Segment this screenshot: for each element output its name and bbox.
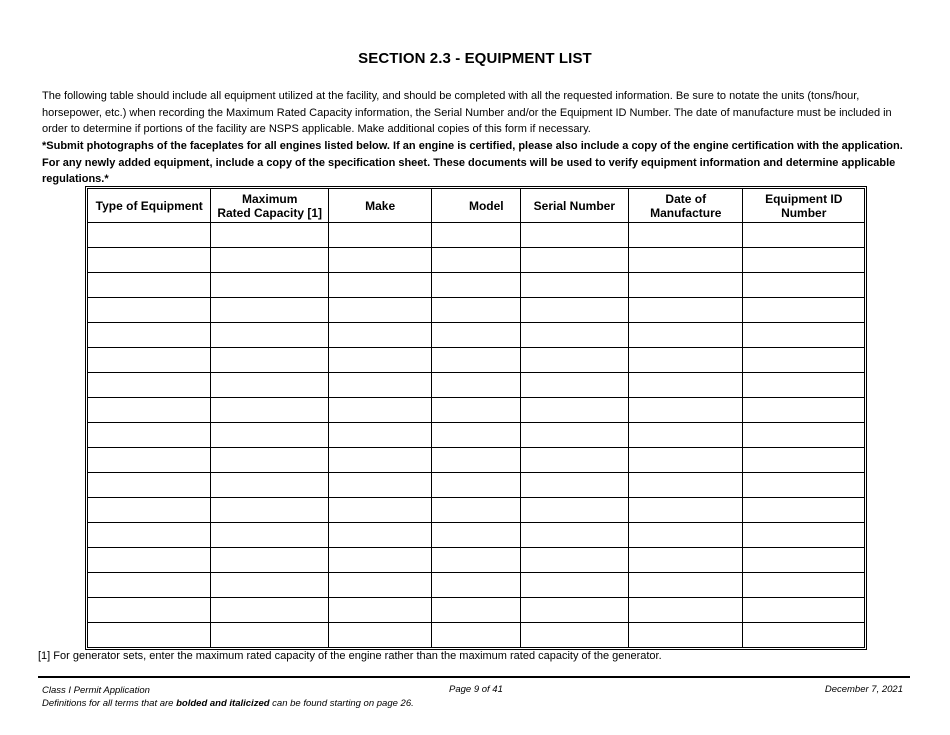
cell-type-of-equipment[interactable]	[88, 273, 211, 298]
cell-equipment-id-number[interactable]	[743, 298, 865, 323]
cell-equipment-id-number[interactable]	[743, 623, 865, 648]
cell-type-of-equipment[interactable]	[88, 298, 211, 323]
cell-serial-number[interactable]	[520, 573, 628, 598]
cell-type-of-equipment[interactable]	[88, 248, 211, 273]
cell-date-of-manufacture[interactable]	[629, 623, 743, 648]
cell-maximum-rated-capacity[interactable]	[211, 423, 328, 448]
table-row	[88, 298, 865, 323]
table-row	[88, 323, 865, 348]
cell-serial-number[interactable]	[520, 323, 628, 348]
cell-type-of-equipment[interactable]	[88, 348, 211, 373]
cell-make[interactable]	[328, 223, 431, 248]
cell-equipment-id-number[interactable]	[743, 348, 865, 373]
cell-equipment-id-number[interactable]	[743, 448, 865, 473]
table-row	[88, 623, 865, 648]
cell-maximum-rated-capacity[interactable]	[211, 373, 328, 398]
cell-make[interactable]	[328, 373, 431, 398]
cell-serial-number[interactable]	[520, 373, 628, 398]
cell-serial-number[interactable]	[520, 448, 628, 473]
footer-divider	[38, 676, 910, 678]
cell-equipment-id-number[interactable]	[743, 598, 865, 623]
cell-date-of-manufacture[interactable]	[629, 523, 743, 548]
equipment-table-frame	[85, 186, 867, 650]
cell-model[interactable]	[432, 273, 520, 298]
cell-model[interactable]	[432, 548, 520, 573]
cell-type-of-equipment[interactable]	[88, 473, 211, 498]
cell-make[interactable]	[328, 598, 431, 623]
cell-model[interactable]	[432, 323, 520, 348]
cell-serial-number[interactable]	[520, 348, 628, 373]
cell-model[interactable]	[432, 398, 520, 423]
cell-maximum-rated-capacity[interactable]	[211, 498, 328, 523]
footer-page-number: Page 9 of 41	[449, 684, 503, 695]
cell-date-of-manufacture[interactable]	[629, 323, 743, 348]
cell-model[interactable]	[432, 248, 520, 273]
cell-equipment-id-number[interactable]	[743, 373, 865, 398]
cell-maximum-rated-capacity[interactable]	[211, 398, 328, 423]
footer-form-name: Class I Permit Application	[42, 685, 150, 696]
cell-type-of-equipment[interactable]	[88, 223, 211, 248]
cell-date-of-manufacture[interactable]	[629, 573, 743, 598]
cell-date-of-manufacture[interactable]	[629, 598, 743, 623]
cell-maximum-rated-capacity[interactable]	[211, 473, 328, 498]
cell-maximum-rated-capacity[interactable]	[211, 623, 328, 648]
cell-model[interactable]	[432, 623, 520, 648]
header-date-of-manufacture: Date of Manufacture	[629, 189, 743, 223]
cell-model[interactable]	[432, 448, 520, 473]
cell-date-of-manufacture[interactable]	[629, 273, 743, 298]
cell-type-of-equipment[interactable]	[88, 323, 211, 348]
cell-serial-number[interactable]	[520, 423, 628, 448]
table-header-row	[88, 189, 865, 223]
cell-serial-number[interactable]	[520, 398, 628, 423]
table-row	[88, 423, 865, 448]
header-serial-number: Serial Number	[520, 189, 628, 223]
footer-date: December 7, 2021	[824, 684, 903, 695]
cell-type-of-equipment[interactable]	[88, 373, 211, 398]
table-row	[88, 223, 865, 248]
cell-maximum-rated-capacity[interactable]	[211, 523, 328, 548]
cell-type-of-equipment[interactable]	[88, 623, 211, 648]
cell-date-of-manufacture[interactable]	[629, 423, 743, 448]
cell-type-of-equipment[interactable]	[88, 398, 211, 423]
table-row	[88, 398, 865, 423]
cell-type-of-equipment[interactable]	[88, 523, 211, 548]
cell-make[interactable]	[328, 523, 431, 548]
cell-make[interactable]	[328, 623, 431, 648]
table-row	[88, 498, 865, 523]
cell-date-of-manufacture[interactable]	[629, 548, 743, 573]
table-row	[88, 348, 865, 373]
cell-equipment-id-number[interactable]	[743, 423, 865, 448]
cell-date-of-manufacture[interactable]	[629, 473, 743, 498]
cell-serial-number[interactable]	[520, 473, 628, 498]
capacity-footnote: [1] For generator sets, enter the maximum rated capacity of the engine rather than the maximum rated capacity of the generator.	[38, 650, 662, 662]
cell-type-of-equipment[interactable]	[88, 548, 211, 573]
header-equipment-id-number: Equipment ID Number	[743, 189, 865, 223]
cell-equipment-id-number[interactable]	[743, 223, 865, 248]
cell-date-of-manufacture[interactable]	[629, 348, 743, 373]
cell-model[interactable]	[432, 523, 520, 548]
cell-equipment-id-number[interactable]	[743, 523, 865, 548]
page-title: SECTION 2.3 - EQUIPMENT LIST	[358, 50, 592, 67]
cell-equipment-id-number[interactable]	[743, 248, 865, 273]
cell-make[interactable]	[328, 473, 431, 498]
cell-maximum-rated-capacity[interactable]	[211, 248, 328, 273]
cell-make[interactable]	[328, 398, 431, 423]
cell-serial-number[interactable]	[520, 598, 628, 623]
cell-type-of-equipment[interactable]	[88, 423, 211, 448]
cell-equipment-id-number[interactable]	[743, 498, 865, 523]
table-row	[88, 573, 865, 598]
cell-make[interactable]	[328, 298, 431, 323]
cell-model[interactable]	[432, 373, 520, 398]
cell-model[interactable]	[432, 573, 520, 598]
cell-model[interactable]	[432, 348, 520, 373]
cell-serial-number[interactable]	[520, 248, 628, 273]
cell-serial-number[interactable]	[520, 273, 628, 298]
cell-type-of-equipment[interactable]	[88, 598, 211, 623]
cell-date-of-manufacture[interactable]	[629, 398, 743, 423]
table-row	[88, 273, 865, 298]
cell-serial-number[interactable]	[520, 623, 628, 648]
cell-serial-number[interactable]	[520, 548, 628, 573]
cell-equipment-id-number[interactable]	[743, 473, 865, 498]
cell-serial-number[interactable]	[520, 523, 628, 548]
footer-left-block	[42, 684, 414, 710]
cell-maximum-rated-capacity[interactable]	[211, 223, 328, 248]
cell-date-of-manufacture[interactable]	[629, 498, 743, 523]
cell-equipment-id-number[interactable]	[743, 573, 865, 598]
cell-maximum-rated-capacity[interactable]	[211, 273, 328, 298]
cell-model[interactable]	[432, 298, 520, 323]
cell-serial-number[interactable]	[520, 498, 628, 523]
cell-equipment-id-number[interactable]	[743, 548, 865, 573]
cell-make[interactable]	[328, 548, 431, 573]
table-row	[88, 248, 865, 273]
header-type-of-equipment: Type of Equipment	[88, 189, 211, 223]
table-row	[88, 448, 865, 473]
cell-serial-number[interactable]	[520, 298, 628, 323]
cell-maximum-rated-capacity[interactable]	[211, 298, 328, 323]
cell-maximum-rated-capacity[interactable]	[211, 548, 328, 573]
equipment-table	[87, 188, 865, 648]
intro-paragraph: The following table should include all equipment utilized at the facility, and should be completed with all the requested information. Be sure to notate the units (tons/hour, horsepower, etc.) when recording the Maximum Rated Capacity information, the Serial Number and/or the Equipment ID Number. The date of manufacture must be included in order to determine if portions of the facility are NSPS applicable. Make additional copies of this form if necessary.	[42, 90, 892, 135]
cell-model[interactable]	[432, 598, 520, 623]
cell-make[interactable]	[328, 248, 431, 273]
table-row	[88, 598, 865, 623]
cell-date-of-manufacture[interactable]	[629, 248, 743, 273]
cell-model[interactable]	[432, 223, 520, 248]
table-row	[88, 548, 865, 573]
cell-make[interactable]	[328, 423, 431, 448]
cell-make[interactable]	[328, 498, 431, 523]
cell-model[interactable]	[432, 423, 520, 448]
cell-date-of-manufacture[interactable]	[629, 448, 743, 473]
cell-date-of-manufacture[interactable]	[629, 373, 743, 398]
cell-maximum-rated-capacity[interactable]	[211, 448, 328, 473]
cell-maximum-rated-capacity[interactable]	[211, 348, 328, 373]
cell-model[interactable]	[432, 473, 520, 498]
cell-make[interactable]	[328, 273, 431, 298]
cell-maximum-rated-capacity[interactable]	[211, 598, 328, 623]
cell-maximum-rated-capacity[interactable]	[211, 573, 328, 598]
cell-make[interactable]	[328, 348, 431, 373]
cell-date-of-manufacture[interactable]	[629, 223, 743, 248]
table-row	[88, 473, 865, 498]
cell-make[interactable]	[328, 448, 431, 473]
cell-make[interactable]	[328, 323, 431, 348]
cell-equipment-id-number[interactable]	[743, 323, 865, 348]
header-maximum-rated-capacity: Maximum Rated Capacity [1]	[211, 189, 328, 223]
cell-type-of-equipment[interactable]	[88, 573, 211, 598]
cell-equipment-id-number[interactable]	[743, 398, 865, 423]
header-make: Make	[328, 189, 431, 223]
cell-make[interactable]	[328, 573, 431, 598]
cell-serial-number[interactable]	[520, 223, 628, 248]
table-body	[88, 223, 865, 648]
submission-notice: *Submit photographs of the faceplates for all engines listed below. If an engine is certified, please also include a copy of the engine certification with the application. For any newly added equipment, include a copy of the specification sheet. These documents will be used to verify equipment information and determine applicable regulations.*	[42, 140, 903, 185]
cell-date-of-manufacture[interactable]	[629, 298, 743, 323]
table-row	[88, 523, 865, 548]
footer-definitions-note: Definitions for all terms that are bolded and italicized can be found starting on page 26.	[42, 698, 414, 709]
cell-maximum-rated-capacity[interactable]	[211, 323, 328, 348]
cell-type-of-equipment[interactable]	[88, 498, 211, 523]
cell-type-of-equipment[interactable]	[88, 448, 211, 473]
table-row	[88, 373, 865, 398]
cell-model[interactable]	[432, 498, 520, 523]
cell-equipment-id-number[interactable]	[743, 273, 865, 298]
header-model: Model	[432, 189, 520, 223]
